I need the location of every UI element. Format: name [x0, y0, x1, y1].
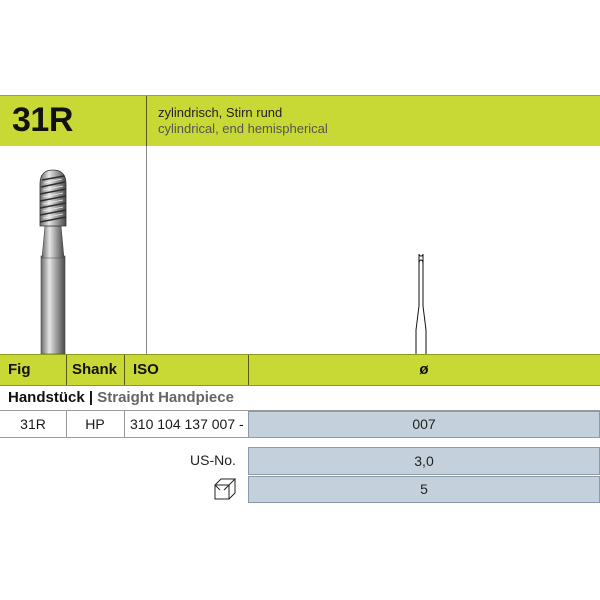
product-image-area — [0, 146, 600, 354]
row-diameter: 007 — [248, 411, 600, 438]
row-rule — [0, 437, 248, 438]
us-no-value: 3,0 — [248, 447, 600, 475]
row-fig: 31R — [20, 416, 46, 432]
section-label — [8, 386, 234, 410]
section-label-german: Handstück — [8, 389, 85, 406]
table-header — [0, 354, 600, 386]
header-shank: Shank — [72, 361, 118, 378]
section-label-separator: | — [88, 389, 94, 406]
bur-outline-drawing — [416, 254, 426, 354]
row-shank: HP — [85, 416, 105, 432]
header-diameter: ø — [419, 361, 429, 378]
header-separator — [124, 355, 125, 385]
section-label-english: Straight Handpiece — [97, 389, 234, 406]
bur-photo — [40, 170, 66, 354]
row-iso: 310 104 137 007 - — [130, 416, 244, 432]
header-separator — [66, 355, 67, 385]
header-fig: Fig — [8, 361, 31, 378]
model-code: 31R — [12, 101, 73, 139]
description-german: zylindrisch, Stirn rund — [158, 105, 283, 120]
header-iso: ISO — [133, 361, 159, 378]
row-separator — [124, 411, 125, 437]
box-icon — [212, 476, 238, 502]
description-english: cylindrical, end hemispherical — [158, 121, 328, 136]
header-divider — [146, 96, 147, 146]
package-quantity-value: 5 — [248, 476, 600, 503]
us-no-label: US-No. — [190, 452, 236, 468]
